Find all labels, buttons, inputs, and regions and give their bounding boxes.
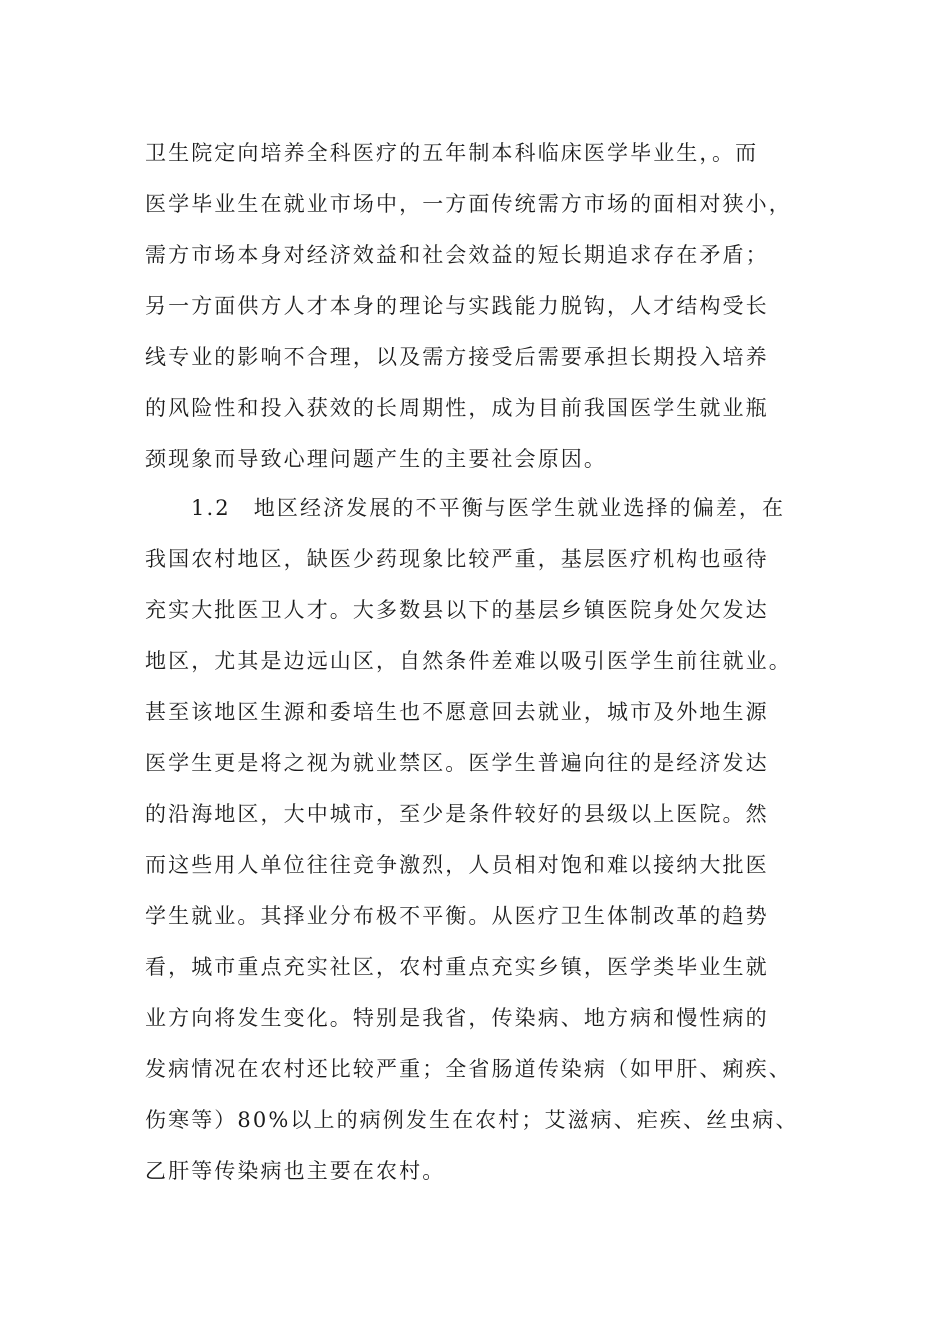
text-line: 充实大批医卫人才。大多数县以下的基层乡镇医院身处欠发达 <box>145 598 769 622</box>
text-line <box>145 1197 810 1248</box>
paragraph-section-1-2 <box>145 483 810 1248</box>
text-line: 看，城市重点充实社区，农村重点充实乡镇，医学类毕业生就 <box>145 955 769 979</box>
text-line: 我国农村地区，缺医少药现象比较严重，基层医疗机构也亟待 <box>145 547 769 571</box>
text-line: 颈现象而导致心理问题产生的主要社会原因。 <box>145 447 607 471</box>
text-line: 乙肝等传染病也主要在农村。 <box>145 1159 446 1183</box>
text-line: 卫生院定向培养全科医疗的五年制本科临床医学毕业生，。而 <box>145 141 759 165</box>
text-line: 甚至该地区生源和委培生也不愿意回去就业，城市及外地生源 <box>145 700 769 724</box>
text-line: 医学生更是将之视为就业禁区。医学生普遍向往的是经济发达 <box>145 751 769 775</box>
text-line: 业方向将发生变化。特别是我省，传染病、地方病和慢性病的 <box>145 1006 769 1030</box>
text-line: 线专业的影响不合理，以及需方接受后需要承担长期投入培养 <box>145 345 769 369</box>
text-line: 伤寒等）80%以上的病例发生在农村；艾滋病、疟疾、丝虫病、 <box>145 1108 799 1132</box>
text-line: 需方市场本身对经济效益和社会效益的短长期追求存在矛盾； <box>145 243 769 267</box>
text-line: 学生就业。其择业分布极不平衡。从医疗卫生体制改革的趋势 <box>145 904 769 928</box>
section-heading-line: 1.2 地区经济发展的不平衡与医学生就业选择的偏差，在 <box>191 496 786 520</box>
text-line: 另一方面供方人才本身的理论与实践能力脱钩，人才结构受长 <box>145 294 769 318</box>
text-line: 发病情况在农村还比较严重；全省肠道传染病（如甲肝、痢疾、 <box>145 1057 792 1081</box>
text-line: 医学毕业生在就业市场中，一方面传统需方市场的面相对狭小， <box>145 192 792 216</box>
text-line: 的风险性和投入获效的长周期性，成为目前我国医学生就业瓶 <box>145 396 769 420</box>
paragraph-continuation <box>145 128 810 485</box>
text-line: 的沿海地区，大中城市，至少是条件较好的县级以上医院。然 <box>145 802 769 826</box>
text-line: 地区，尤其是边远山区，自然条件差难以吸引医学生前往就业。 <box>145 649 792 673</box>
text-line: 而这些用人单位往往竞争激烈，人员相对饱和难以接纳大批医 <box>145 853 769 877</box>
